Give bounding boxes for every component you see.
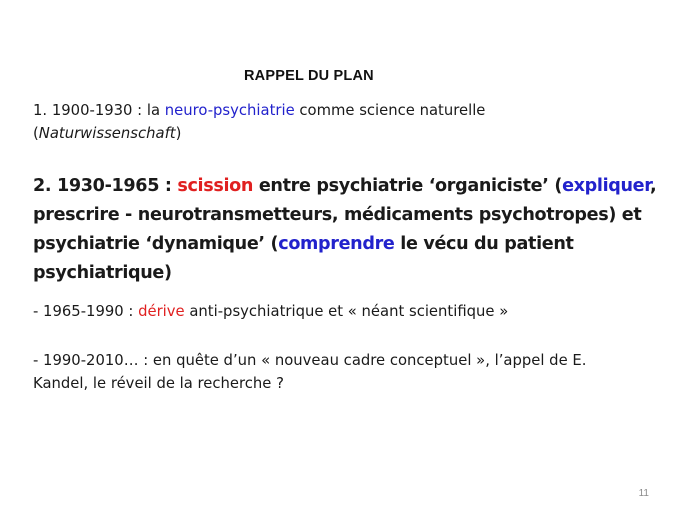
item4-text-a: - 1990-2010… : en quête d’un « nouveau cadre conceptuel », l’appel de E. [33,352,587,369]
item3-text-a: - 1965-1990 : [33,303,139,320]
item2-text-j: psychiatrique) [33,263,172,283]
plan-item-3 [33,300,673,323]
item1-highlight-neuro-psychiatrie: neuro-psychiatrie [164,102,295,119]
item3-highlight-derive: dérive [138,303,185,320]
page-number: 11 [638,488,649,499]
item4-text-b: Kandel, le réveil de la recherche ? [33,375,284,392]
item3-text-c: anti-psychiatrique et « néant scientifique » [184,303,509,320]
item2-text-g: psychiatrie ‘dynamique’ ( [33,234,279,254]
item1-text-c: comme science naturelle [294,102,486,119]
item2-highlight-comprendre: comprendre [278,234,395,254]
item1-italic-naturwissenschaft: Naturwissenschaft [38,125,176,142]
item2-text-i: le vécu du patient [394,234,574,254]
item2-text-a: 2. 1930-1965 : [33,176,178,196]
plan-item-1 [33,99,673,145]
item1-text-d: ( [33,125,39,142]
item1-text-f: ) [175,125,182,142]
item1-text-a: 1. 1900-1930 : la [33,102,165,119]
item2-text-f: prescrire - neurotransmetteurs, médicaments psychotropes) et [33,205,642,225]
plan-item-2 [33,172,673,288]
item2-text-c: entre psychiatrie ‘organiciste’ ( [253,176,563,196]
plan-item-4 [33,349,673,395]
item2-highlight-expliquer: expliquer [562,176,650,196]
item2-highlight-scission: scission [177,176,254,196]
slide-title: RAPPEL DU PLAN [244,68,374,84]
item2-text-e: , [650,176,657,196]
